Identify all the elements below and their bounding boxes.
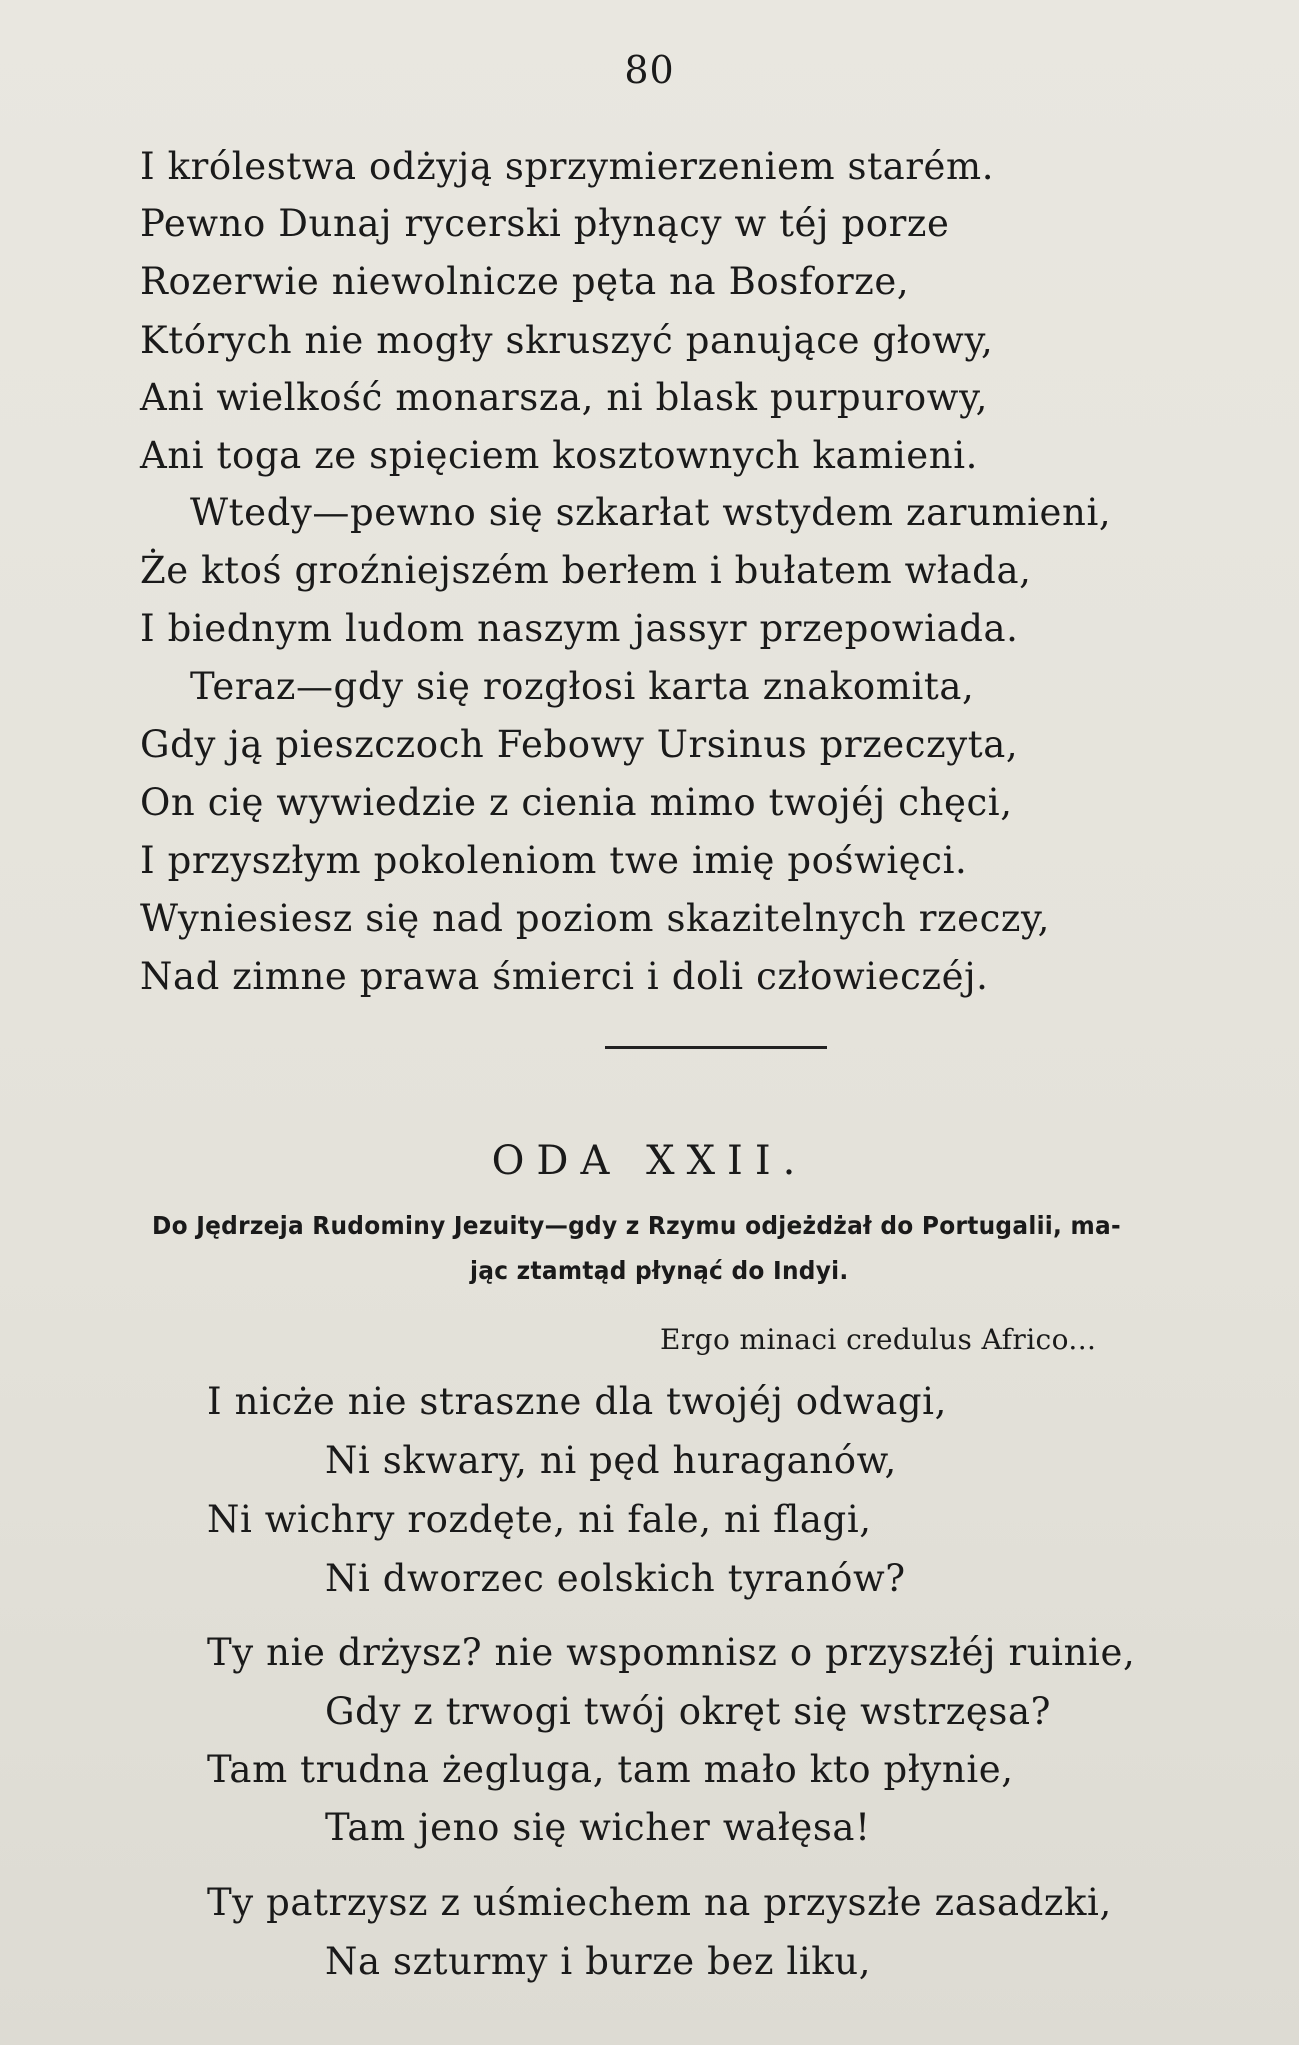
verse-line-2: Ni skwary, ni pęd huraganów, <box>325 1439 897 1482</box>
stanza-line-8: Że ktoś groźniejszém berłem i bułatem włada, <box>140 549 1032 592</box>
dedication-line-1: Do Jędrzeja Rudominy Jezuity—gdy z Rzymu odjeżdżał do Portugalii, ma- <box>152 1211 1121 1240</box>
stanza-line-9: I biednym ludom naszym jassyr przepowiada. <box>140 607 1019 650</box>
stanza-line-2: Pewno Dunaj rycerski płynący w téj porze <box>140 202 950 245</box>
section-divider <box>605 1046 827 1049</box>
stanza-line-15: Nad zimne prawa śmierci i doli człowieczéj. <box>140 955 989 998</box>
stanza-line-14: Wyniesiesz się nad poziom skazitelnych rzeczy, <box>140 897 1050 940</box>
stanza-line-1: I królestwa odżyją sprzymierzeniem starém. <box>140 145 995 188</box>
ode-title: ODA XXII. <box>491 1138 808 1184</box>
stanza-line-3: Rozerwie niewolnicze pęta na Bosforze, <box>140 260 910 303</box>
verse-line-8: Tam jeno się wicher wałęsa! <box>325 1806 871 1849</box>
stanza-line-10: Teraz—gdy się rozgłosi karta znakomita, <box>190 665 975 708</box>
verse-line-1: I nicże nie straszne dla twojéj odwagi, <box>207 1380 947 1423</box>
verse-line-9: Ty patrzysz z uśmiechem na przyszłe zasadzki, <box>207 1881 1112 1924</box>
stanza-line-6: Ani toga ze spięciem kosztownych kamieni. <box>140 434 979 477</box>
verse-line-10: Na szturmy i burze bez liku, <box>325 1940 872 1983</box>
stanza-line-12: On cię wywiedzie z cienia mimo twojéj chęci, <box>140 781 1013 824</box>
verse-line-4: Ni dworzec eolskich tyranów? <box>325 1557 906 1600</box>
verse-line-3: Ni wichry rozdęte, ni fale, ni flagi, <box>207 1498 872 1541</box>
page-number: 80 <box>624 48 675 92</box>
stanza-line-7: Wtedy—pewno się szkarłat wstydem zarumieni, <box>190 491 1112 534</box>
verse-line-6: Gdy z trwogi twój okręt się wstrzęsa? <box>325 1690 1052 1733</box>
epigraph: Ergo minaci credulus Africo... <box>660 1323 1097 1356</box>
stanza-line-5: Ani wielkość monarsza, ni blask purpurowy, <box>140 376 989 419</box>
dedication-line-2: jąc ztamtąd płynąć do Indyi. <box>470 1256 849 1285</box>
stanza-line-11: Gdy ją pieszczoch Febowy Ursinus przeczyta, <box>140 723 1019 766</box>
verse-line-5: Ty nie drżysz? nie wspomnisz o przyszłéj ruinie, <box>207 1631 1136 1674</box>
verse-line-7: Tam trudna żegluga, tam mało kto płynie, <box>207 1748 1014 1791</box>
stanza-line-13: I przyszłym pokoleniom twe imię poświęci. <box>140 839 968 882</box>
stanza-line-4: Których nie mogły skruszyć panujące głowy, <box>140 319 994 362</box>
